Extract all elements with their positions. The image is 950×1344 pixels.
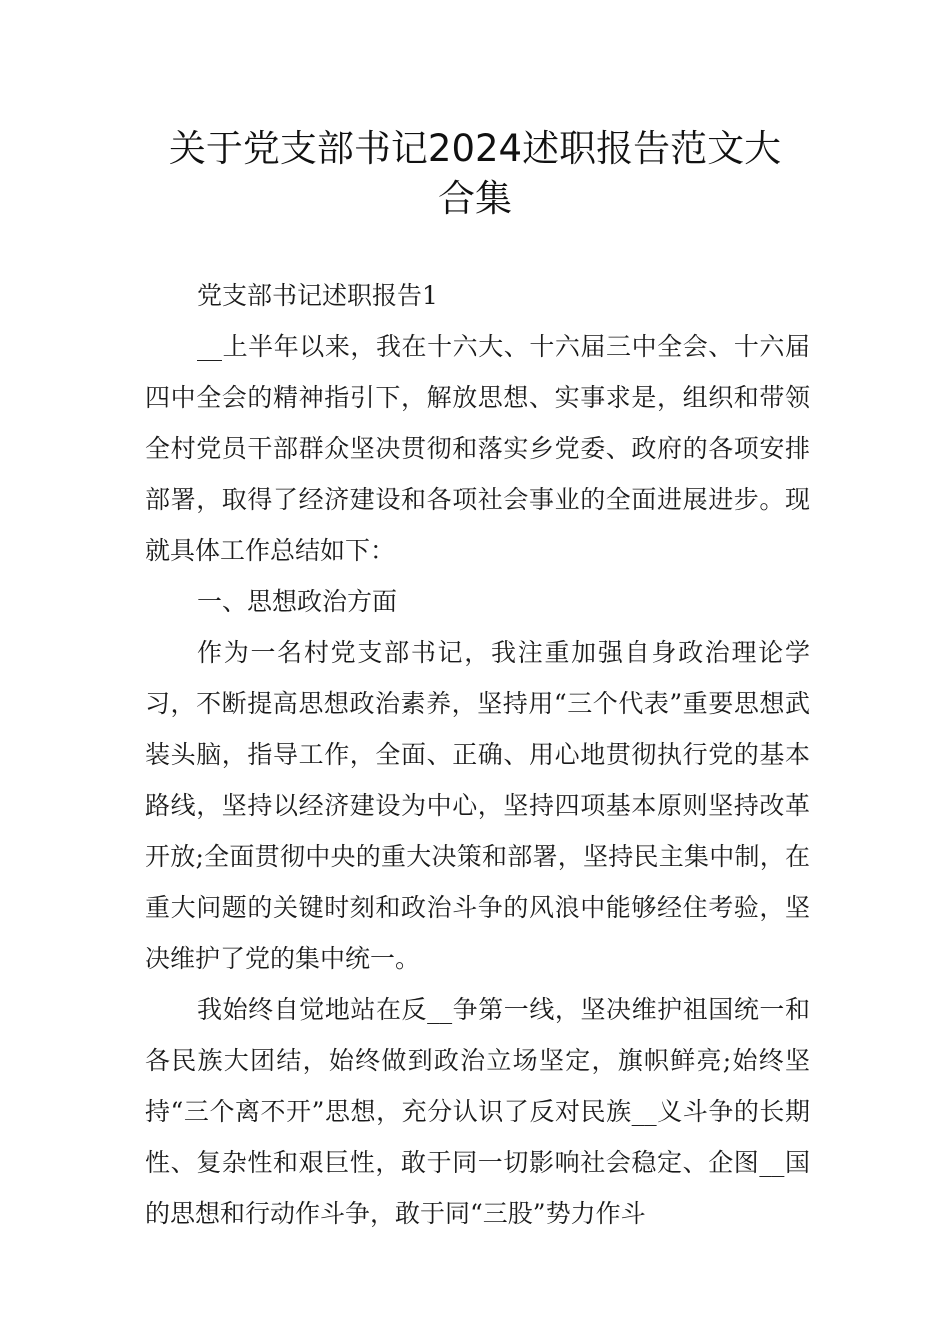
- document-body: [145, 270, 810, 1239]
- document-title: [120, 124, 830, 224]
- title-line-1: 关于党支部书记2024述职报告范文大: [168, 127, 782, 170]
- body-paragraph: __上半年以来，我在十六大、十六届三中全会、十六届四中全会的精神指引下，解放思想、实事求是，组织和带领全村党员干部群众坚决贯彻和落实乡党委、政府的各项安排部署，取得了经济建设和各项社会事业的全面进展进步。现就具体工作总结如下：: [145, 332, 810, 565]
- section-heading: 一、思想政治方面: [197, 587, 398, 616]
- section-heading: 党支部书记述职报告1: [197, 281, 438, 310]
- body-paragraph: 作为一名村党支部书记，我注重加强自身政治理论学习，不断提高思想政治素养，坚持用“三个代表”重要思想武装头脑，指导工作，全面、正确、用心地贯彻执行党的基本路线，坚持以经济建设为中心，坚持四项基本原则坚持改革开放;全面贯彻中央的重大决策和部署，坚持民主集中制，在重大问题的关键时刻和政治斗争的风浪中能够经住考验，坚决维护了党的集中统一。: [145, 638, 810, 973]
- body-paragraph: 我始终自觉地站在反__争第一线，坚决维护祖国统一和各民族大团结，始终做到政治立场坚定，旗帜鲜亮;始终坚持“三个离不开”思想，充分认识了反对民族__义斗争的长期性、复杂性和艰巨性，敢于同一切影响社会稳定、企图__国的思想和行动作斗争，敢于同“三股”势力作斗: [145, 995, 810, 1228]
- title-line-2: 合集: [438, 177, 512, 220]
